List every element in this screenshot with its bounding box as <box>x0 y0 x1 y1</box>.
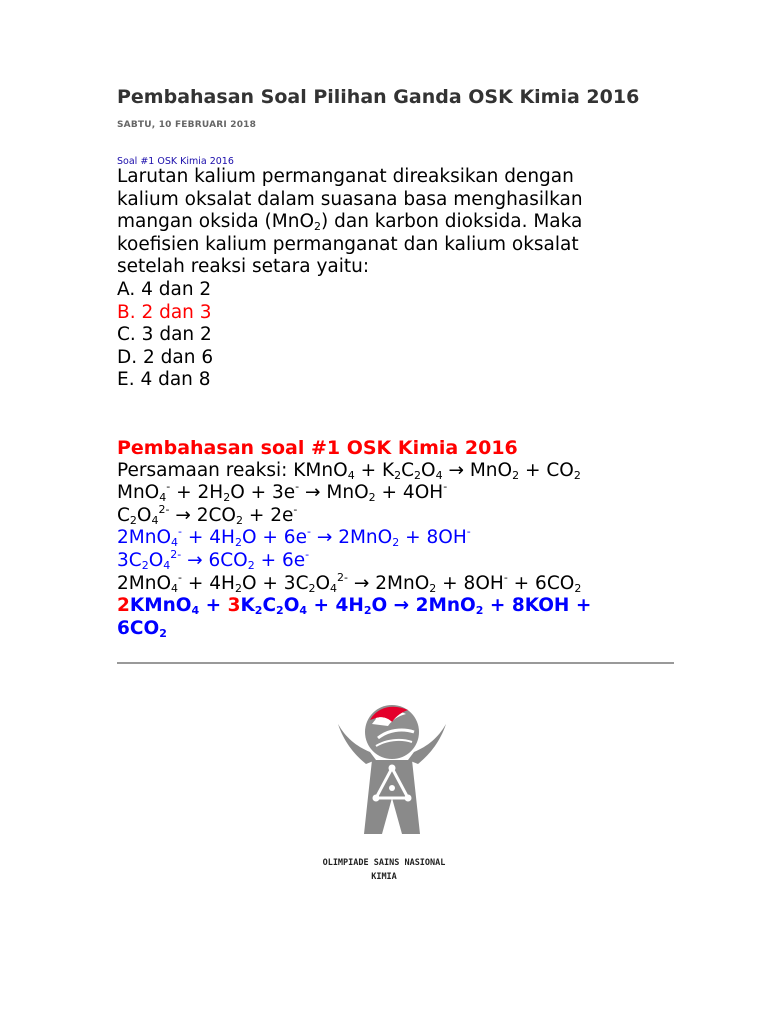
option-d: D. 2 dan 6 <box>117 346 214 368</box>
logo-caption-line: KIMIA <box>371 872 397 882</box>
option-c: C. 3 dan 2 <box>117 324 212 346</box>
equation-final: 2KMnO$_4$ + $3K_2C_2O_4 + 4H_2O \to 2MnO_2 + 8KOH$ + <box>117 595 592 618</box>
question-line: Larutan kalium permanganat direaksikan dengan <box>117 166 574 187</box>
soal-link[interactable]: Soal #1 OSK Kimia 2016 <box>117 156 234 167</box>
post-body <box>117 166 677 640</box>
logo-caption <box>296 856 472 884</box>
post-date: SABTU, 10 FEBRUARI 2018 <box>117 120 257 130</box>
post-title: Pembahasan Soal Pilihan Ganda OSK Kimia 2016 <box>117 86 640 108</box>
question-line: mangan oksida (MnO$_2$) dan karbon dioksida. Maka <box>117 211 583 234</box>
divider <box>117 662 674 664</box>
equation-oxidation: $C_2O_4^{2-} \to 2CO_2 + 2e^-$ <box>117 502 298 527</box>
question-line: setelah reaksi setara yaitu: <box>117 256 370 278</box>
option-e: E. 4 dan 8 <box>117 369 211 391</box>
question-line: koefisien kalium permanganat dan kalium oksalat <box>117 233 579 255</box>
equation-final-cont: $6CO_2$ <box>117 617 167 640</box>
question-line: kalium oksalat dalam suasana basa menghasilkan <box>117 188 583 210</box>
equation-ionic-sum: $2MnO_4^- + 4H_2O + 3C_2O_4^{2-} \to 2MnO_2 + 8OH^- + 6CO_2$ <box>117 570 582 595</box>
discussion-heading: Pembahasan soal #1 OSK Kimia 2016 <box>117 436 518 459</box>
equation-reduction: $MnO_4^- + 2H_2O + 3e^- \to MnO_2 + 4OH^-$ <box>117 480 448 505</box>
logo-caption-line: OLIMPIADE SAINS NASIONAL <box>322 858 446 868</box>
equation-overall: Persamaan reaksi: KMnO$_4$ + $K_2C_2O_4 \to MnO_2 + CO_2$ <box>117 459 581 482</box>
equation-reduction-x2: $2MnO_4^- + 4H_2O + 6e^- \to 2MnO_2 + 8OH^-$ <box>117 525 471 550</box>
option-a: A. 4 dan 2 <box>117 278 212 300</box>
olympiad-torch-figure-icon <box>336 694 448 844</box>
equation-oxidation-x3: $3C_2O_4^{2-} \to 6CO_2 + 6e^-$ <box>117 547 310 572</box>
option-b-correct: B. 2 dan 3 <box>117 301 212 323</box>
